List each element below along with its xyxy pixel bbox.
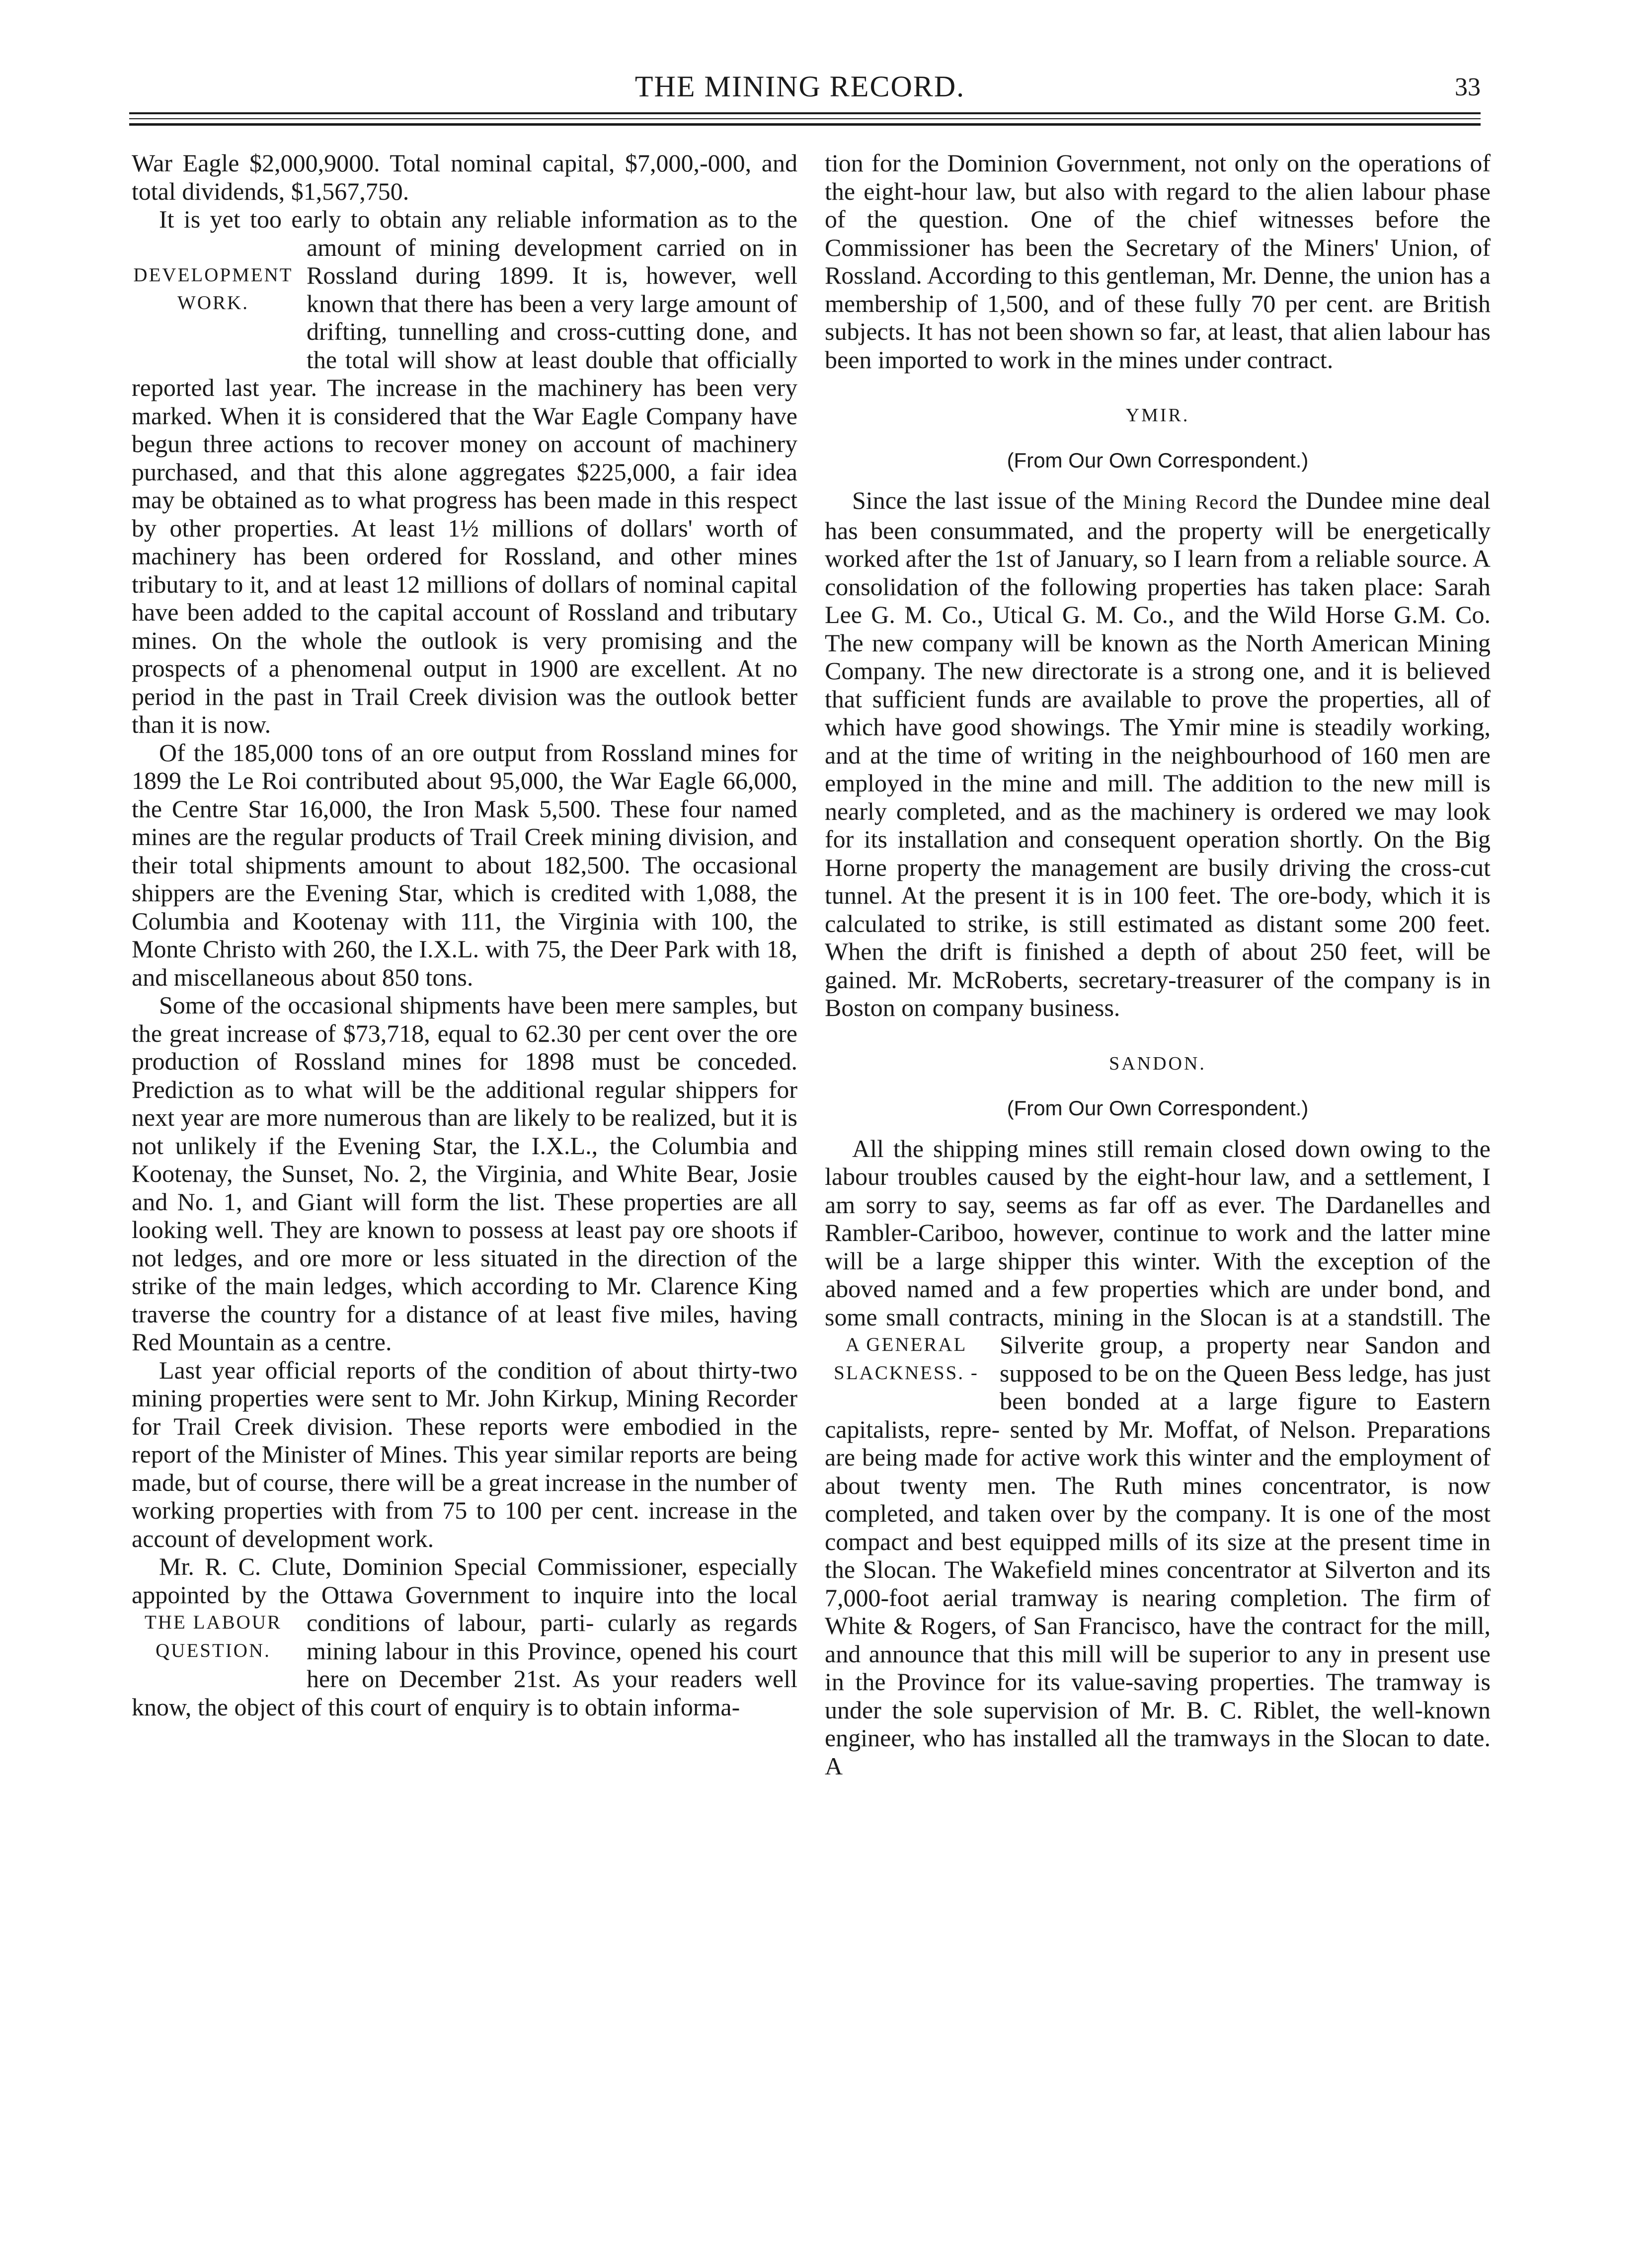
header-rule xyxy=(129,118,1481,119)
journal-title: THE MINING RECORD. xyxy=(634,70,965,103)
paragraph-text: sented by Mr. Moffat, of Nelson. Preparations are being made for active work this winter and the employment of about twenty men. The Ruth mines concentrator, is now completed, and taken over by the company. It is one of the most compact and best equipped mills of its size at the present time in the Slocan. The Wakefield mines concentrator at Silverton and its 7,000-foot aerial tramway is nearing completion. The firm of White & Rogers, of San Francisco, have the contract for the mill, and announce that this mill will be superior to any in present use in the Province for its value-saving properties. The tramway is under the sole supervision of Mr. B. C. Riblet, the well-known engineer, who has installed all the tramways in the Slocan to date. A xyxy=(825,1415,1491,1780)
paragraph-text: All the shipping mines still remain closed down owing to the labour troubles caused by the eight-hour law, and a settlement, I am sorry to say, seems as far off as ever. The Dardanelles and Rambler-Cariboo, however, continue to work and the latter mine will be a large shipper this winter. With the exception of the aboved named and a few properties which are under bond, and some small contracts, mining in the Slocan is at a standstill. The Silverite xyxy=(825,1134,1491,1359)
correspondent-byline: (From Our Own Correspondent.) xyxy=(1007,1096,1309,1120)
paragraph: tion for the Dominion Government, not only on the operations of the eight-hour law, but also with regard to the alien labour phase of the question. One of the chief witnesses before the Commissioner has been the Secretary of the Miners' Union, of Rossland. According to this gentleman, Mr. Denne, the union has a membership of 1,500, and of these fully 70 per cent. are British subjects. It has not been shown so far, at least, that alien labour has been imported to work in the mines under contract. xyxy=(825,149,1491,374)
paragraph xyxy=(825,486,1491,1022)
right-column xyxy=(825,149,1491,1780)
paragraph: Some of the occasional shipments have been mere samples, but the great increase of $73,718, equal to 62.30 per cent over the ore production of Rossland mines for 1898 must be conceded. Prediction as to what will be the additional regular shippers for next year are more numerous than are likely to be realized, but it is not unlikely if the Evening Star, the I.X.L., the Columbia and Kootenay, the Sunset, No. 2, the Virginia, and White Bear, Josie and No. 1, and Giant will form the list. These properties are all looking well. They are known to possess at least pay ore shoots if not ledges, and ore more or less situated in the direction of the strike of the main ledges, which according to Mr. Clarence King traverse the country for a distance of at least five miles, having Red Mountain as a centre. xyxy=(132,991,797,1356)
paragraph-text: cularly as regards mining labour in this Province, opened his court here on December 21st. As your readers well know, the object of xyxy=(132,1609,798,1721)
header-rule xyxy=(129,123,1481,126)
paragraph-text: Mr. R. C. Clute, Dominion Special Commissioner, especially appointed by the Ottawa Government to inquire into the local conditions of labour, parti- xyxy=(132,1552,797,1636)
paragraph-text: the total will show at least double that officially reported last year. The increase in the machinery has been very marked. When it is considered that the War Eagle Company have begun three actions to recover money on account of machinery purchased, and that this alone aggregates $225,000, a fair idea may be obtained as to what progress has been made in this respect by other properties. At least 1½ millions of dollars' worth of machinery has been ordered for Rossland, and other mines tributary to it, and at least 12 millions of dollars of nominal capital have been added to the capital account of Rossland and tributary mines. On the whole the outlook is very promising and the prospects of a phenomenal output in 1900 are excellent. At no period in the past in Trail Creek division was the outlook better than it is now. xyxy=(132,345,797,738)
page-number: 33 xyxy=(1455,73,1481,101)
paragraph xyxy=(132,205,797,739)
paragraph: Last year official reports of the condition of about thirty-two mining properties were sent to Mr. John Kirkup, Mining Recorder for Trail Creek division. These reports were embodied in the report of the Minister of Mines. This year similar reports are being made, but of course, there will be a great increase in the number of working properties with from 75 to 100 per cent. increase in the account of development work. xyxy=(132,1356,797,1552)
paragraph-text: this court of enquiry is to obtain informa- xyxy=(328,1693,740,1721)
paragraph-text: It is yet too early to obtain any reliable information as to the amount of mining development carried on in xyxy=(159,205,797,261)
paragraph: War Eagle $2,000,9000. Total nominal capital, $7,000,-000, and total dividends, $1,567,750. xyxy=(132,149,797,205)
paragraph-text: group, a property near Sandon and supposed to be on the Queen Bess ledge, has just been bonded at a large figure to Eastern capitalists, repre- xyxy=(825,1331,1491,1443)
correspondent-byline: (From Our Own Correspondent.) xyxy=(1007,448,1309,472)
side-heading-development-work: DEVELOPMENT WORK. xyxy=(133,264,293,313)
side-heading-labour-question: THE LABOUR QUESTION. xyxy=(145,1612,282,1661)
header-rule xyxy=(129,112,1481,114)
side-heading-general-slackness: A GENERAL SLACKNESS. - xyxy=(834,1334,979,1384)
paragraph: Of the 185,000 tons of an ore output from Rossland mines for 1899 the Le Roi contributed about 95,000, the War Eagle 66,000, the Centre Star 16,000, the Iron Mask 5,500. These four named mines are the regular products of Trail Creek mining division, and their total shipments amount to about 182,500. The occasional shippers are the Evening Star, which is credited with 1,088, the Columbia and Kootenay with 111, the Virginia with 100, the Monte Christo with 260, the I.X.L. with 75, the Deer Park with 18, and miscellaneous about 850 tons. xyxy=(132,738,797,991)
paragraph xyxy=(825,1135,1491,1780)
running-head xyxy=(129,70,1481,114)
paragraph-text: Since the last issue of the xyxy=(852,486,1123,514)
section-heading-ymir: YMIR. xyxy=(1125,405,1190,426)
paragraph-text: Rossland during 1899. It is, however, well known that there has been a very large amount of drifting, tunnelling and cross-cutting done, and xyxy=(307,261,797,345)
paragraph xyxy=(132,1552,797,1721)
section-heading-sandon: SANDON. xyxy=(1109,1053,1206,1074)
paragraph-text: the Dundee mine deal has been consummated, and the property will be energetically worked after the 1st of January, so I learn from a reliable source. A consolidation of the following properties has taken place: Sarah Lee G. M. Co., Utical G. M. Co., and the Wild Horse G.M. Co. The new company will be known as the North American Mining Company. The new directorate is a strong one, and it is believed that sufficient funds are available to prove the properties, all of which have good showings. The Ymir mine is steadily working, and at the time of writing in the neighbourhood of 160 men are employed in the mine and mill. The addition to the new mill is nearly completed, and as the machinery is ordered we may look for its installation and consequent operation shortly. On the Big Horne property the management are busily driving the cross-cut tunnel. At the present it is in 100 feet. The ore-body, which it is calculated to strike, is still estimated as distant some 200 feet. When the drift is finished a depth of about 250 feet, will be gained. Mr. McRoberts, secretary-treasurer of the company is in Boston on company business. xyxy=(825,486,1491,1021)
journal-name-smallcaps: Mining Record xyxy=(1122,491,1259,513)
left-column xyxy=(132,149,797,1721)
